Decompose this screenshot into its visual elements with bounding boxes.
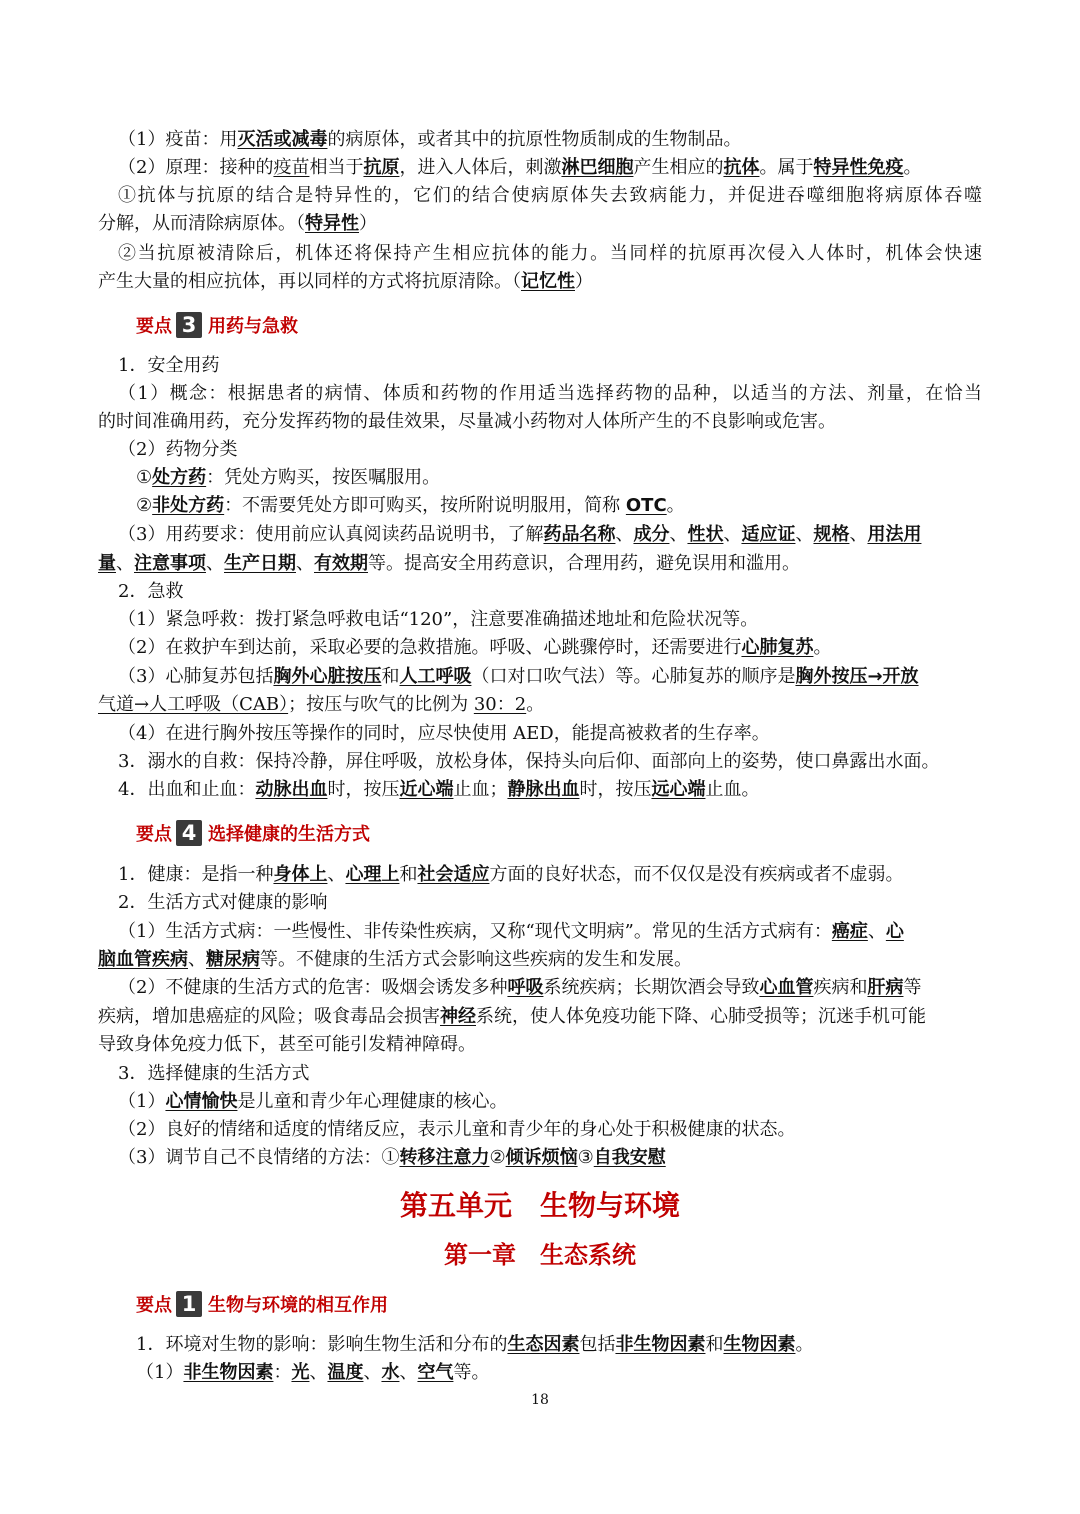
text-line: ②非处方药：不需要凭处方即可购买，按所附说明服用，简称 OTC。 <box>136 495 685 516</box>
text-line: 1．健康：是指一种身体上、心理上和社会适应方面的良好状态，而不仅仅是没有疾病或者不虚弱。 <box>118 864 904 885</box>
section-heading-3: 要点 3 用药与急救 <box>136 313 298 337</box>
section-number-badge: 3 <box>176 312 202 338</box>
page-number: 18 <box>531 1392 549 1408</box>
text-line: 量、注意事项、生产日期、有效期等。提高安全用药意识，合理用药，避免误用和滥用。 <box>98 553 800 574</box>
text-line: 2．急救 <box>118 581 184 602</box>
text-line: （1）疫苗：用灭活或减毒的病原体，或者其中的抗原性物质制成的生物制品。 <box>118 129 742 150</box>
text-line: 3．选择健康的生活方式 <box>118 1063 310 1084</box>
text-line: （1）非生物因素：光、温度、水、空气等。 <box>136 1362 490 1383</box>
text-line: 2．生活方式对健康的影响 <box>118 892 328 913</box>
text-line: 的时间准确用药，充分发挥药物的最佳效果，尽量减小药物对人体所产生的不良影响或危害。 <box>98 411 836 432</box>
text-line: （2）不健康的生活方式的危害：吸烟会诱发多种呼吸系统疾病；长期饮酒会导致心血管疾病和肝病等 <box>118 977 922 998</box>
text-line: （2）良好的情绪和适度的情绪反应，表示儿童和青少年的身心处于积极健康的状态。 <box>118 1119 796 1140</box>
text-line: 1．安全用药 <box>118 355 220 376</box>
unit-title: 第五单元 生物与环境 <box>399 1189 680 1222</box>
text-line: （1）概念：根据患者的病情、体质和药物的作用适当选择药物的品种，以适当的方法、剂量，在恰当 <box>118 383 982 404</box>
text-line: 疾病，增加患癌症的风险；吸食毒品会损害神经系统，使人体免疫功能下降、心肺受损等；沉迷手机可能 <box>98 1006 926 1027</box>
text-line: （1）心情愉快是儿童和青少年心理健康的核心。 <box>118 1091 508 1112</box>
section-heading-1: 要点 1 生物与环境的相互作用 <box>136 1292 388 1316</box>
section-number-badge: 4 <box>176 820 202 846</box>
text-line: ①处方药：凭处方购买，按医嘱服用。 <box>136 467 441 488</box>
text-line: （2）药物分类 <box>118 439 238 460</box>
text-line: 脑血管疾病、糖尿病等。不健康的生活方式会影响这些疾病的发生和发展。 <box>98 949 692 970</box>
text-line: ②当抗原被清除后，机体还将保持产生相应抗体的能力。当同样的抗原再次侵入人体时，机体会快速 <box>118 243 982 264</box>
text-line: （2）原理：接种的疫苗相当于抗原，进入人体后，刺激淋巴细胞产生相应的抗体。属于特异性免疫。 <box>118 157 922 178</box>
text-line: （1）生活方式病：一些慢性、非传染性疾病，又称“现代文明病”。常见的生活方式病有：癌症、心 <box>118 921 904 942</box>
text-line: （4）在进行胸外按压等操作的同时，应尽快使用 AED，能提高被救者的生存率。 <box>118 723 770 744</box>
text-line: 1．环境对生物的影响：影响生物生活和分布的生态因素包括非生物因素和生物因素。 <box>136 1334 814 1355</box>
text-line: （3）用药要求：使用前应认真阅读药品说明书，了解药品名称、成分、性状、适应证、规格、用法用 <box>118 524 922 545</box>
text-line: 气道→人工呼吸（CAB）；按压与吹气的比例为 30：2。 <box>98 694 545 715</box>
text-line: ①抗体与抗原的结合是特异性的，它们的结合使病原体失去致病能力，并促进吞噬细胞将病原体吞噬 <box>118 185 982 206</box>
text-line: （3）心肺复苏包括胸外心脏按压和人工呼吸（口对口吹气法）等。心肺复苏的顺序是胸外按压→开放 <box>118 666 919 687</box>
text-line: （3）调节自己不良情绪的方法：①转移注意力②倾诉烦恼③自我安慰 <box>118 1147 666 1168</box>
text-line: 产生大量的相应抗体，再以同样的方式将抗原清除。（记忆性） <box>98 271 593 292</box>
text-line: （2）在救护车到达前，采取必要的急救措施。呼吸、心跳骤停时，还需要进行心肺复苏。 <box>118 637 832 658</box>
text-line: 分解，从而清除病原体。（特异性） <box>98 213 377 234</box>
text-line: 3．溺水的自救：保持冷静，屏住呼吸，放松身体，保持头向后仰、面部向上的姿势，使口鼻露出水面。 <box>118 751 940 772</box>
text-line: 4．出血和止血：动脉出血时，按压近心端止血；静脉出血时，按压远心端止血。 <box>118 779 760 800</box>
text-line: 导致身体免疫力低下，甚至可能引发精神障碍。 <box>98 1034 476 1055</box>
section-heading-4: 要点 4 选择健康的生活方式 <box>136 821 370 845</box>
chapter-title: 第一章 生态系统 <box>444 1241 636 1269</box>
section-number-badge: 1 <box>176 1291 202 1317</box>
text-line: （1）紧急呼救：拨打紧急呼救电话“120”，注意要准确描述地址和危险状况等。 <box>118 609 759 630</box>
